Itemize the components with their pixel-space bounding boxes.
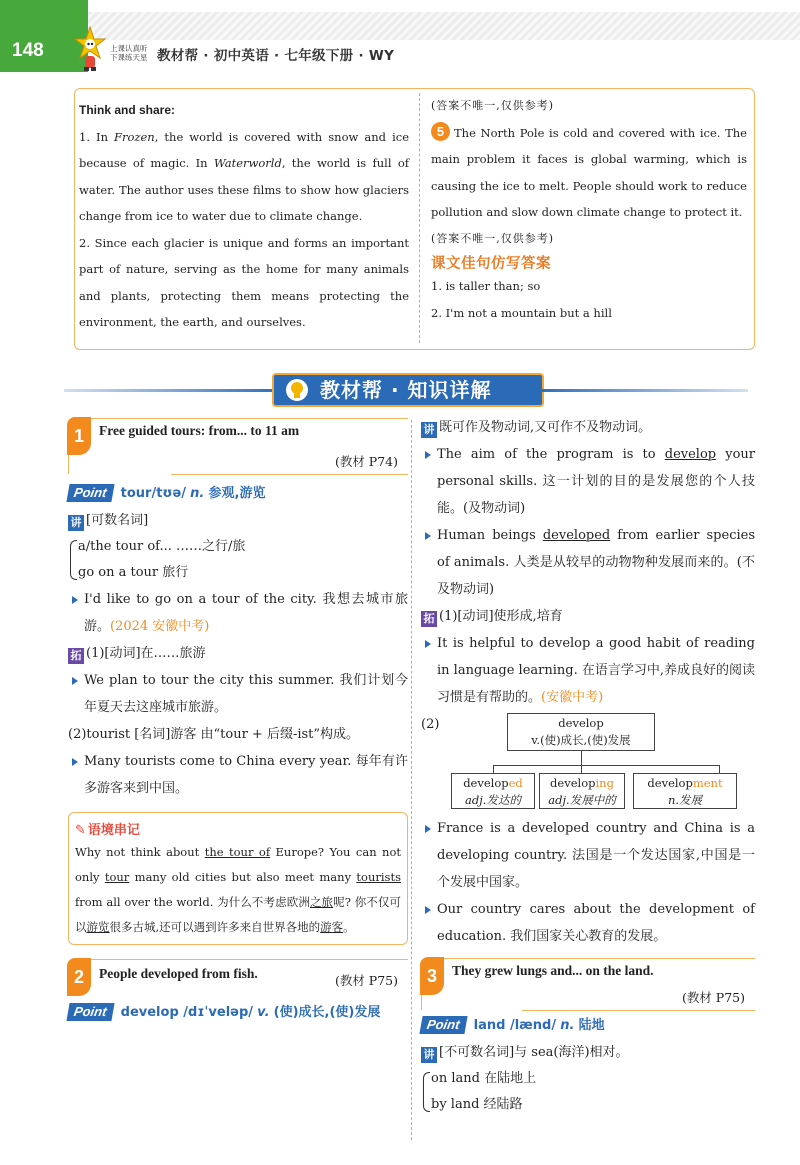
item-1-header bbox=[68, 418, 408, 474]
point-develop: Point develop /dɪˈveləp/ v. (使)成长,(使)发展 bbox=[68, 999, 408, 1026]
point-badge: Point bbox=[66, 484, 114, 502]
context-text: Why not think about the tour of Europe? You can not only tour many old cities but also meet many tourists from all over the world. 为什么不考虑欧洲之旅呢? 你不仅可以游览很多古城,还可以遇到许多来自世界各地的游客。 bbox=[75, 845, 402, 934]
item-1-title: Free guided tours: from... to 11 am bbox=[99, 423, 300, 438]
context-box bbox=[68, 812, 408, 945]
word-family-diagram bbox=[421, 713, 755, 809]
lightbulb-icon bbox=[286, 379, 308, 401]
answer-item-5: 5 The North Pole is cold and covered with ice. The main problem it faces is global warming, which is causing the ice to melt. People should work to reduce pollution and slow down climate change to protect it. bbox=[431, 123, 747, 219]
answer-box bbox=[74, 88, 755, 350]
item-5-badge: 5 bbox=[431, 122, 450, 141]
example-tour-3: Many tourists come to China every year. 每年有许多游客来到中国。 bbox=[68, 748, 408, 802]
tuo-develop-1: 拓 (1)[动词]使形成,培育 bbox=[421, 603, 755, 630]
jiang-develop: 讲 既可作及物动词,又可作不及物动词。 bbox=[421, 414, 755, 441]
answer-box-right bbox=[431, 93, 747, 326]
page-number: 148 bbox=[12, 40, 44, 61]
land-phrases: on land 在陆地上 by land 经陆路 bbox=[421, 1066, 755, 1118]
think-share-title: Think and share: bbox=[79, 103, 176, 117]
left-column bbox=[68, 418, 408, 1026]
banner-title: 教材帮 · 知识详解 bbox=[320, 378, 492, 402]
diagram-child-developed: developed adj.发达的 bbox=[451, 773, 535, 809]
point-badge: Point bbox=[66, 1003, 114, 1021]
page-header bbox=[0, 0, 800, 80]
column-divider bbox=[411, 420, 412, 1140]
header-slogan: 上课认真听 下课练天星 bbox=[110, 44, 148, 62]
item-1-number: 1 bbox=[67, 417, 91, 455]
point-land: Point land /lænd/ n. 陆地 bbox=[421, 1012, 755, 1039]
answer-note: (答案不唯一,仅供参考) bbox=[431, 99, 555, 112]
imitation-answers-heading: 课文佳句仿写答案 bbox=[431, 256, 551, 272]
answer-note-2: (答案不唯一,仅供参考) bbox=[431, 231, 555, 245]
answer-paragraph-2: 2. Since each glacier is unique and forms an important part of nature, serving as the home for many animals and plants, protecting them means protecting the environment, the earth, and ourselves. bbox=[79, 235, 409, 329]
example-develop-3: It is helpful to develop a good habit of reading in language learning. 在语言学习中,养成良好的阅读习惯是有帮助的。(安徽中考) bbox=[421, 630, 755, 711]
answer-paragraph-1: 1. In Frozen, the world is covered with snow and ice because of magic. In Waterworld, the world is full of water. The author uses these films to show how glaciers change from ice to water due to climate change. bbox=[79, 129, 409, 223]
tour-phrases: a/the tour of... ……之行/旅 go on a tour 旅行 bbox=[68, 534, 408, 586]
example-develop-1: The aim of the program is to develop your personal skills. 这一计划的目的是发展您的个人技能。(及物动词) bbox=[421, 441, 755, 522]
diagram-root: develop v.(使)成长,(使)发展 bbox=[507, 713, 655, 751]
item-2-title: People developed from fish. bbox=[99, 966, 258, 981]
item-3-number: 3 bbox=[420, 957, 444, 995]
jiang-land: 讲 [不可数名词]与 sea(海洋)相对。 bbox=[421, 1039, 755, 1066]
banner-line-right bbox=[540, 389, 748, 392]
item-3-header bbox=[421, 958, 755, 1010]
tuo-tour-2: (2)tourist [名词]游客 由“tour + 后缀-ist”构成。 bbox=[68, 727, 360, 742]
imitation-answer-1: 1. is taller than; so bbox=[431, 279, 541, 293]
right-column bbox=[421, 414, 755, 1118]
example-develop-4: France is a developed country and China is a developing country. 法国是一个发达国家,中国是一个发展中国家。 bbox=[421, 815, 755, 896]
answer-box-left bbox=[79, 97, 409, 336]
point-badge: Point bbox=[419, 1016, 467, 1034]
jiang-tour: 讲 [可数名词] bbox=[68, 507, 408, 534]
item-2-number: 2 bbox=[67, 958, 91, 996]
answer-box-divider bbox=[419, 93, 420, 343]
diagram-child-developing: developing adj.发展中的 bbox=[539, 773, 625, 809]
diagram-child-development: development n.发展 bbox=[633, 773, 737, 809]
tuo-tour-1: 拓 (1)[动词]在……旅游 bbox=[68, 640, 408, 667]
header-stripe bbox=[88, 12, 800, 40]
section-banner bbox=[272, 373, 544, 407]
context-title: ✎ 语境串记 bbox=[75, 819, 140, 838]
book-title: 教材帮 · 初中英语 · 七年级下册 · WY bbox=[157, 48, 395, 64]
example-tour-1: I'd like to go on a tour of the city. 我想去城市旅游。(2024 安徽中考) bbox=[68, 586, 408, 640]
example-develop-2: Human beings developed from earlier species of animals. 人类是从较早的动物物种发展而来的。(不及物动词) bbox=[421, 522, 755, 603]
item-3-title: They grew lungs and... on the land. bbox=[452, 963, 654, 978]
diagram-label: (2) bbox=[421, 717, 440, 732]
item-2-ref: (教材 P75) bbox=[334, 973, 398, 988]
banner-line-left bbox=[64, 389, 278, 392]
imitation-answer-2: 2. I'm not a mountain but a hill bbox=[431, 305, 612, 320]
item-3-ref: (教材 P75) bbox=[681, 990, 745, 1005]
example-develop-5: Our country cares about the development of education. 我们国家关心教育的发展。 bbox=[421, 896, 755, 950]
item-2-header bbox=[68, 959, 408, 995]
point-tour: Point tour/tʊə/ n. 参观,游览 bbox=[68, 480, 408, 507]
example-tour-2: We plan to tour the city this summer. 我们计划今年夏天去这座城市旅游。 bbox=[68, 667, 408, 721]
item-1-ref: (教材 P74) bbox=[334, 454, 398, 469]
mascot-icon bbox=[74, 26, 106, 72]
